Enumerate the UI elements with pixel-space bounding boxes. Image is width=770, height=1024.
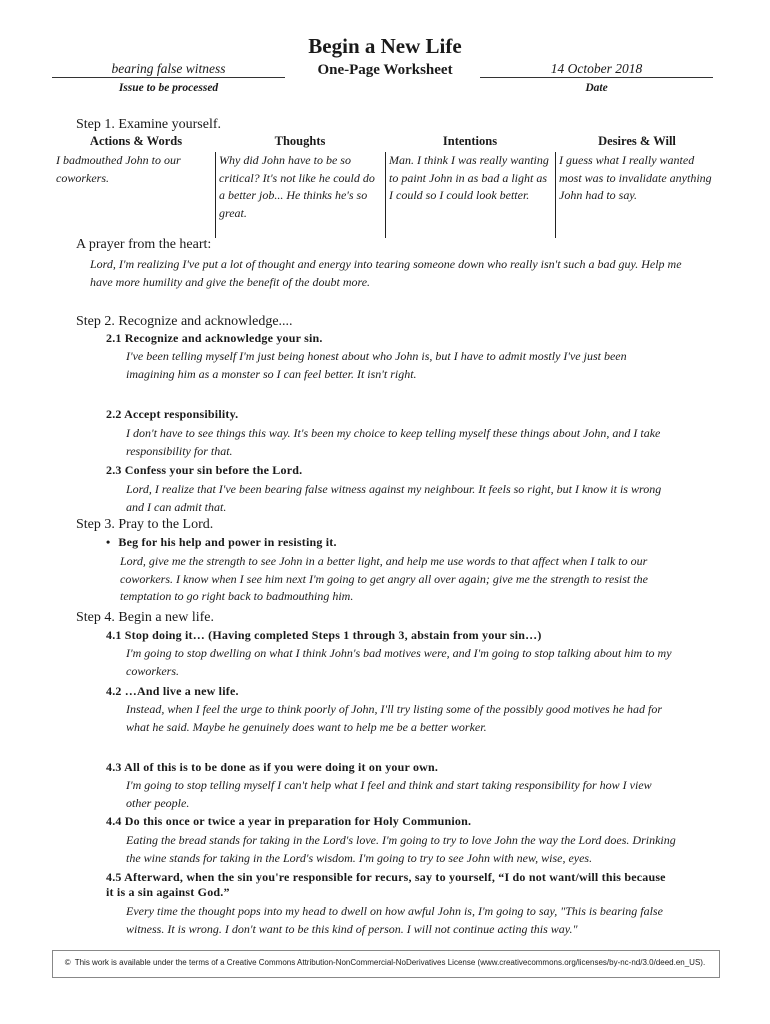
step2-1-text[interactable]: I've been telling myself I'm just being honest about who John is, but I have to admit mostly I've just been imagining him as a monster so I can feel better. It isn't right.	[126, 349, 627, 381]
step3-heading: Step 3. Pray to the Lord.	[76, 517, 214, 532]
step3-bullet-row	[106, 535, 337, 550]
col-desires-text[interactable]: I guess what I really wanted most was to invalidate anything John had to say.	[559, 153, 712, 202]
issue-label: Issue to be processed	[118, 82, 219, 94]
col-divider	[385, 152, 386, 238]
col-divider	[215, 152, 216, 238]
bullet-icon: •	[106, 535, 111, 549]
creative-commons-icon: ©	[64, 958, 71, 967]
col-divider	[555, 152, 556, 238]
col-intentions-text[interactable]: Man. I think I was really wanting to paint John in as bad a light as I could so I could look better.	[389, 153, 549, 202]
step4-5-heading: 4.5 Afterward, when the sin you're responsible for recurs, say to yourself, “I do not want/will this because it is a sin against God.”	[106, 870, 666, 899]
license-text: This work is available under the terms of a Creative Commons Attribution-NonCommercial-NoDerivatives License (www.creativecommons.org/licenses/by-nc-nd/3.0/deed.en_US).	[74, 958, 706, 967]
col-head-actions: Actions & Words	[89, 134, 183, 148]
worksheet-subtitle: One-Page Worksheet	[317, 62, 453, 78]
step4-2-heading: 4.2 …And live a new life.	[106, 684, 239, 698]
step2-heading: Step 2. Recognize and acknowledge....	[76, 314, 293, 329]
prayer-text[interactable]: Lord, I'm realizing I've put a lot of thought and energy into tearing someone down who really isn't such a bad guy. Help me have more humility and give the benefit of the doubt more.	[90, 257, 682, 289]
step4-1-heading: 4.1 Stop doing it… (Having completed Steps 1 through 3, abstain from your sin…)	[106, 628, 542, 642]
col-head-thoughts: Thoughts	[274, 134, 326, 148]
license-footer	[0, 958, 770, 967]
step4-heading: Step 4. Begin a new life.	[76, 610, 215, 625]
col-head-intentions: Intentions	[442, 134, 498, 148]
step2-1-heading: 2.1 Recognize and acknowledge your sin.	[106, 331, 323, 345]
date-field[interactable]: 14 October 2018	[480, 61, 713, 78]
step4-3-text[interactable]: I'm going to stop telling myself I can't help what I feel and think and start taking responsibility for how I view other people.	[126, 778, 652, 810]
col-thoughts-text[interactable]: Why did John have to be so critical? It's not like he could do a better job... He thinks he's so great.	[219, 153, 375, 220]
step4-4-text[interactable]: Eating the bread stands for taking in the Lord's love. I'm going to try to love John the way the Lord does. Drinking the wine stands for taking in the Lord's wisdom. I'm going to try to see John with new, wise, eyes.	[126, 833, 676, 865]
step4-4-heading: 4.4 Do this once or twice a year in preparation for Holy Communion.	[106, 814, 472, 828]
issue-field[interactable]: bearing false witness	[52, 61, 285, 78]
step2-2-text[interactable]: I don't have to see things this way. It's been my choice to keep telling myself these things about John, and I take responsibility for that.	[126, 426, 661, 458]
step4-2-text[interactable]: Instead, when I feel the urge to think poorly of John, I'll try listing some of the possibly good motives he had for what he said. Maybe he genuinely does want to help me be a better worker.	[126, 702, 663, 734]
step2-2-heading: 2.2 Accept responsibility.	[106, 407, 239, 421]
prayer-heading: A prayer from the heart:	[76, 237, 212, 252]
worksheet-title: Begin a New Life	[308, 34, 462, 58]
step2-3-heading: 2.3 Confess your sin before the Lord.	[106, 463, 303, 477]
col-head-desires: Desires & Will	[598, 134, 676, 148]
date-label: Date	[585, 82, 608, 94]
step2-3-text[interactable]: Lord, I realize that I've been bearing false witness against my neighbour. It feels so right, but I know it is wrong and I can admit that.	[126, 482, 662, 514]
step3-bullet-heading: Beg for his help and power in resisting it.	[118, 535, 337, 549]
step4-5-text[interactable]: Every time the thought pops into my head to dwell on how awful John is, I'm going to say, "This is bearing false witness. It is wrong. I don't want to be this kind of person. I will not continue acting this way."	[126, 904, 663, 936]
step4-3-heading: 4.3 All of this is to be done as if you were doing it on your own.	[106, 760, 439, 774]
col-actions-text[interactable]: I badmouthed John to our coworkers.	[56, 153, 181, 185]
step1-heading: Step 1. Examine yourself.	[76, 117, 222, 132]
step3-text[interactable]: Lord, give me the strength to see John in a better light, and help me use words to that affect when I talk to our coworkers. I know when I see him next I'm going to get angry all over again; give me the strength to resist the temptation to go right back to badmouthing him.	[120, 554, 648, 603]
step4-1-text[interactable]: I'm going to stop dwelling on what I think John's bad motives were, and I'm going to stop talking about him to my coworkers.	[126, 646, 672, 678]
